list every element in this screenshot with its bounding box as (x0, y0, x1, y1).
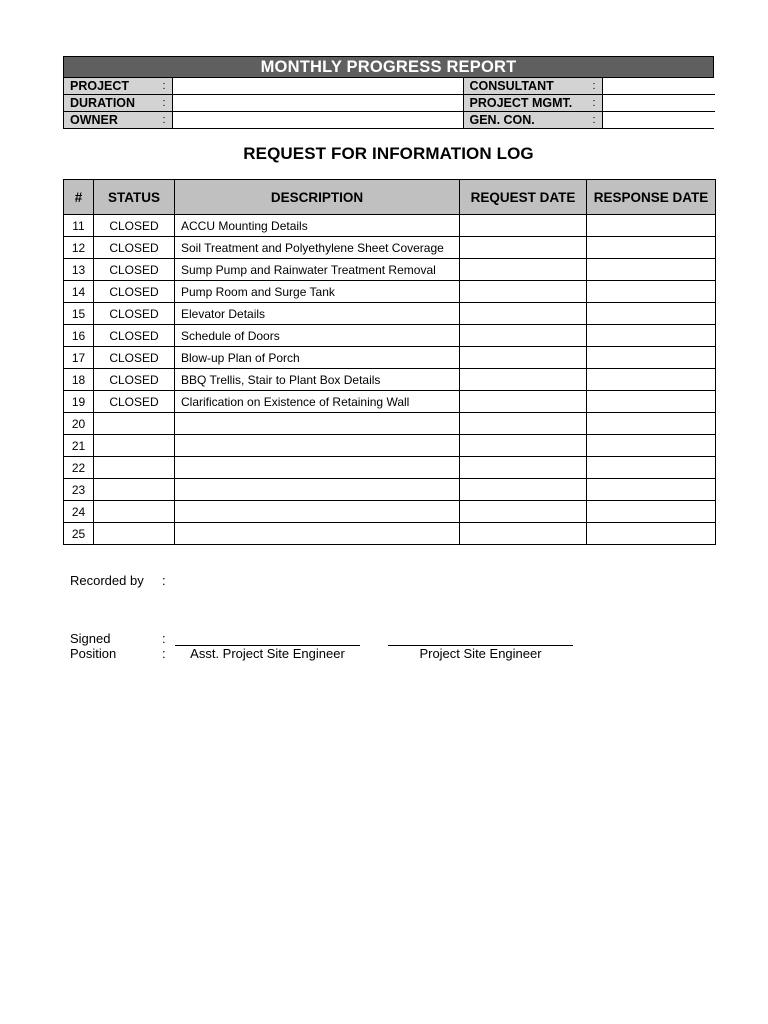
table-row (64, 369, 716, 391)
signed-label: Signed (70, 631, 111, 646)
row-number: 18 (64, 369, 94, 391)
table-row (64, 501, 716, 523)
row-status: CLOSED (94, 369, 175, 391)
row-description: Soil Treatment and Polyethylene Sheet Coverage (175, 237, 460, 259)
row-status (94, 457, 175, 479)
row-number: 24 (64, 501, 94, 523)
project-mgmt-field[interactable] (602, 95, 715, 112)
table-row (64, 237, 716, 259)
row-description (175, 413, 460, 435)
position-asst-engineer: Asst. Project Site Engineer (190, 646, 345, 661)
row-description (175, 523, 460, 545)
row-request-date (460, 347, 587, 369)
table-row (64, 435, 716, 457)
owner-label: OWNER : (64, 112, 172, 129)
row-number: 13 (64, 259, 94, 281)
row-number: 14 (64, 281, 94, 303)
info-row (64, 78, 715, 95)
table-row (64, 413, 716, 435)
row-description: ACCU Mounting Details (175, 215, 460, 237)
row-description: Elevator Details (175, 303, 460, 325)
consultant-field[interactable] (602, 78, 715, 95)
gen-con-field[interactable] (602, 112, 715, 129)
row-response-date (587, 215, 716, 237)
row-response-date (587, 281, 716, 303)
table-row (64, 479, 716, 501)
position-colon: : (162, 646, 166, 661)
info-row (64, 95, 715, 112)
project-field[interactable] (172, 78, 463, 95)
row-status (94, 479, 175, 501)
row-description: Blow-up Plan of Porch (175, 347, 460, 369)
row-request-date (460, 281, 587, 303)
row-status: CLOSED (94, 325, 175, 347)
row-description: Schedule of Doors (175, 325, 460, 347)
log-title: REQUEST FOR INFORMATION LOG (243, 144, 534, 163)
row-number: 16 (64, 325, 94, 347)
duration-field[interactable] (172, 95, 463, 112)
row-request-date (460, 259, 587, 281)
recorded-by-colon: : (162, 573, 166, 588)
row-status: CLOSED (94, 303, 175, 325)
row-description: Clarification on Existence of Retaining Wall (175, 391, 460, 413)
row-request-date (460, 391, 587, 413)
position-label: Position (70, 646, 117, 661)
row-request-date (460, 523, 587, 545)
row-request-date (460, 501, 587, 523)
consultant-label: CONSULTANT : (463, 78, 602, 95)
row-description (175, 479, 460, 501)
row-request-date (460, 413, 587, 435)
row-response-date (587, 479, 716, 501)
row-request-date (460, 237, 587, 259)
row-status (94, 501, 175, 523)
row-response-date (587, 259, 716, 281)
row-number: 19 (64, 391, 94, 413)
project-label: PROJECT : (64, 78, 172, 95)
row-status: CLOSED (94, 281, 175, 303)
project-mgmt-label: PROJECT MGMT. : (463, 95, 602, 112)
recorded-by-label: Recorded by (70, 573, 144, 588)
row-number: 12 (64, 237, 94, 259)
row-status: CLOSED (94, 237, 175, 259)
row-number: 15 (64, 303, 94, 325)
row-response-date (587, 413, 716, 435)
table-header-row (64, 180, 716, 215)
column-header-status: STATUS (94, 180, 175, 215)
row-request-date (460, 369, 587, 391)
row-request-date (460, 303, 587, 325)
table-row (64, 325, 716, 347)
table-row (64, 457, 716, 479)
row-number: 21 (64, 435, 94, 457)
table-row (64, 347, 716, 369)
row-request-date (460, 325, 587, 347)
duration-label: DURATION : (64, 95, 172, 112)
row-number: 11 (64, 215, 94, 237)
report-header (63, 56, 714, 129)
table-row (64, 281, 716, 303)
table-row (64, 215, 716, 237)
row-number: 17 (64, 347, 94, 369)
row-description (175, 435, 460, 457)
signed-colon: : (162, 631, 166, 646)
table-row (64, 391, 716, 413)
row-response-date (587, 237, 716, 259)
row-response-date (587, 501, 716, 523)
row-status: CLOSED (94, 347, 175, 369)
row-response-date (587, 325, 716, 347)
row-status (94, 435, 175, 457)
row-description (175, 501, 460, 523)
row-response-date (587, 347, 716, 369)
row-response-date (587, 435, 716, 457)
table-row (64, 303, 716, 325)
row-request-date (460, 457, 587, 479)
row-request-date (460, 435, 587, 457)
column-header-request-date: REQUEST DATE (460, 180, 587, 215)
row-number: 20 (64, 413, 94, 435)
info-row (64, 112, 715, 129)
row-response-date (587, 391, 716, 413)
column-header-response-date: RESPONSE DATE (587, 180, 716, 215)
row-response-date (587, 523, 716, 545)
position-site-engineer: Project Site Engineer (419, 646, 542, 661)
row-description: Sump Pump and Rainwater Treatment Removal (175, 259, 460, 281)
row-request-date (460, 215, 587, 237)
row-description: BBQ Trellis, Stair to Plant Box Details (175, 369, 460, 391)
row-number: 25 (64, 523, 94, 545)
rfi-log-table (63, 179, 716, 545)
row-status: CLOSED (94, 215, 175, 237)
column-header-description: DESCRIPTION (175, 180, 460, 215)
row-request-date (460, 479, 587, 501)
row-status: CLOSED (94, 259, 175, 281)
row-status (94, 413, 175, 435)
row-number: 22 (64, 457, 94, 479)
row-status: CLOSED (94, 391, 175, 413)
report-title: MONTHLY PROGRESS REPORT (64, 57, 713, 78)
row-response-date (587, 303, 716, 325)
log-body (64, 215, 716, 545)
row-description (175, 457, 460, 479)
table-row (64, 259, 716, 281)
row-status (94, 523, 175, 545)
project-info-table (64, 78, 715, 128)
gen-con-label: GEN. CON. : (463, 112, 602, 129)
owner-field[interactable] (172, 112, 463, 129)
row-response-date (587, 369, 716, 391)
table-row (64, 523, 716, 545)
row-response-date (587, 457, 716, 479)
row-number: 23 (64, 479, 94, 501)
row-description: Pump Room and Surge Tank (175, 281, 460, 303)
column-header-number: # (64, 180, 94, 215)
